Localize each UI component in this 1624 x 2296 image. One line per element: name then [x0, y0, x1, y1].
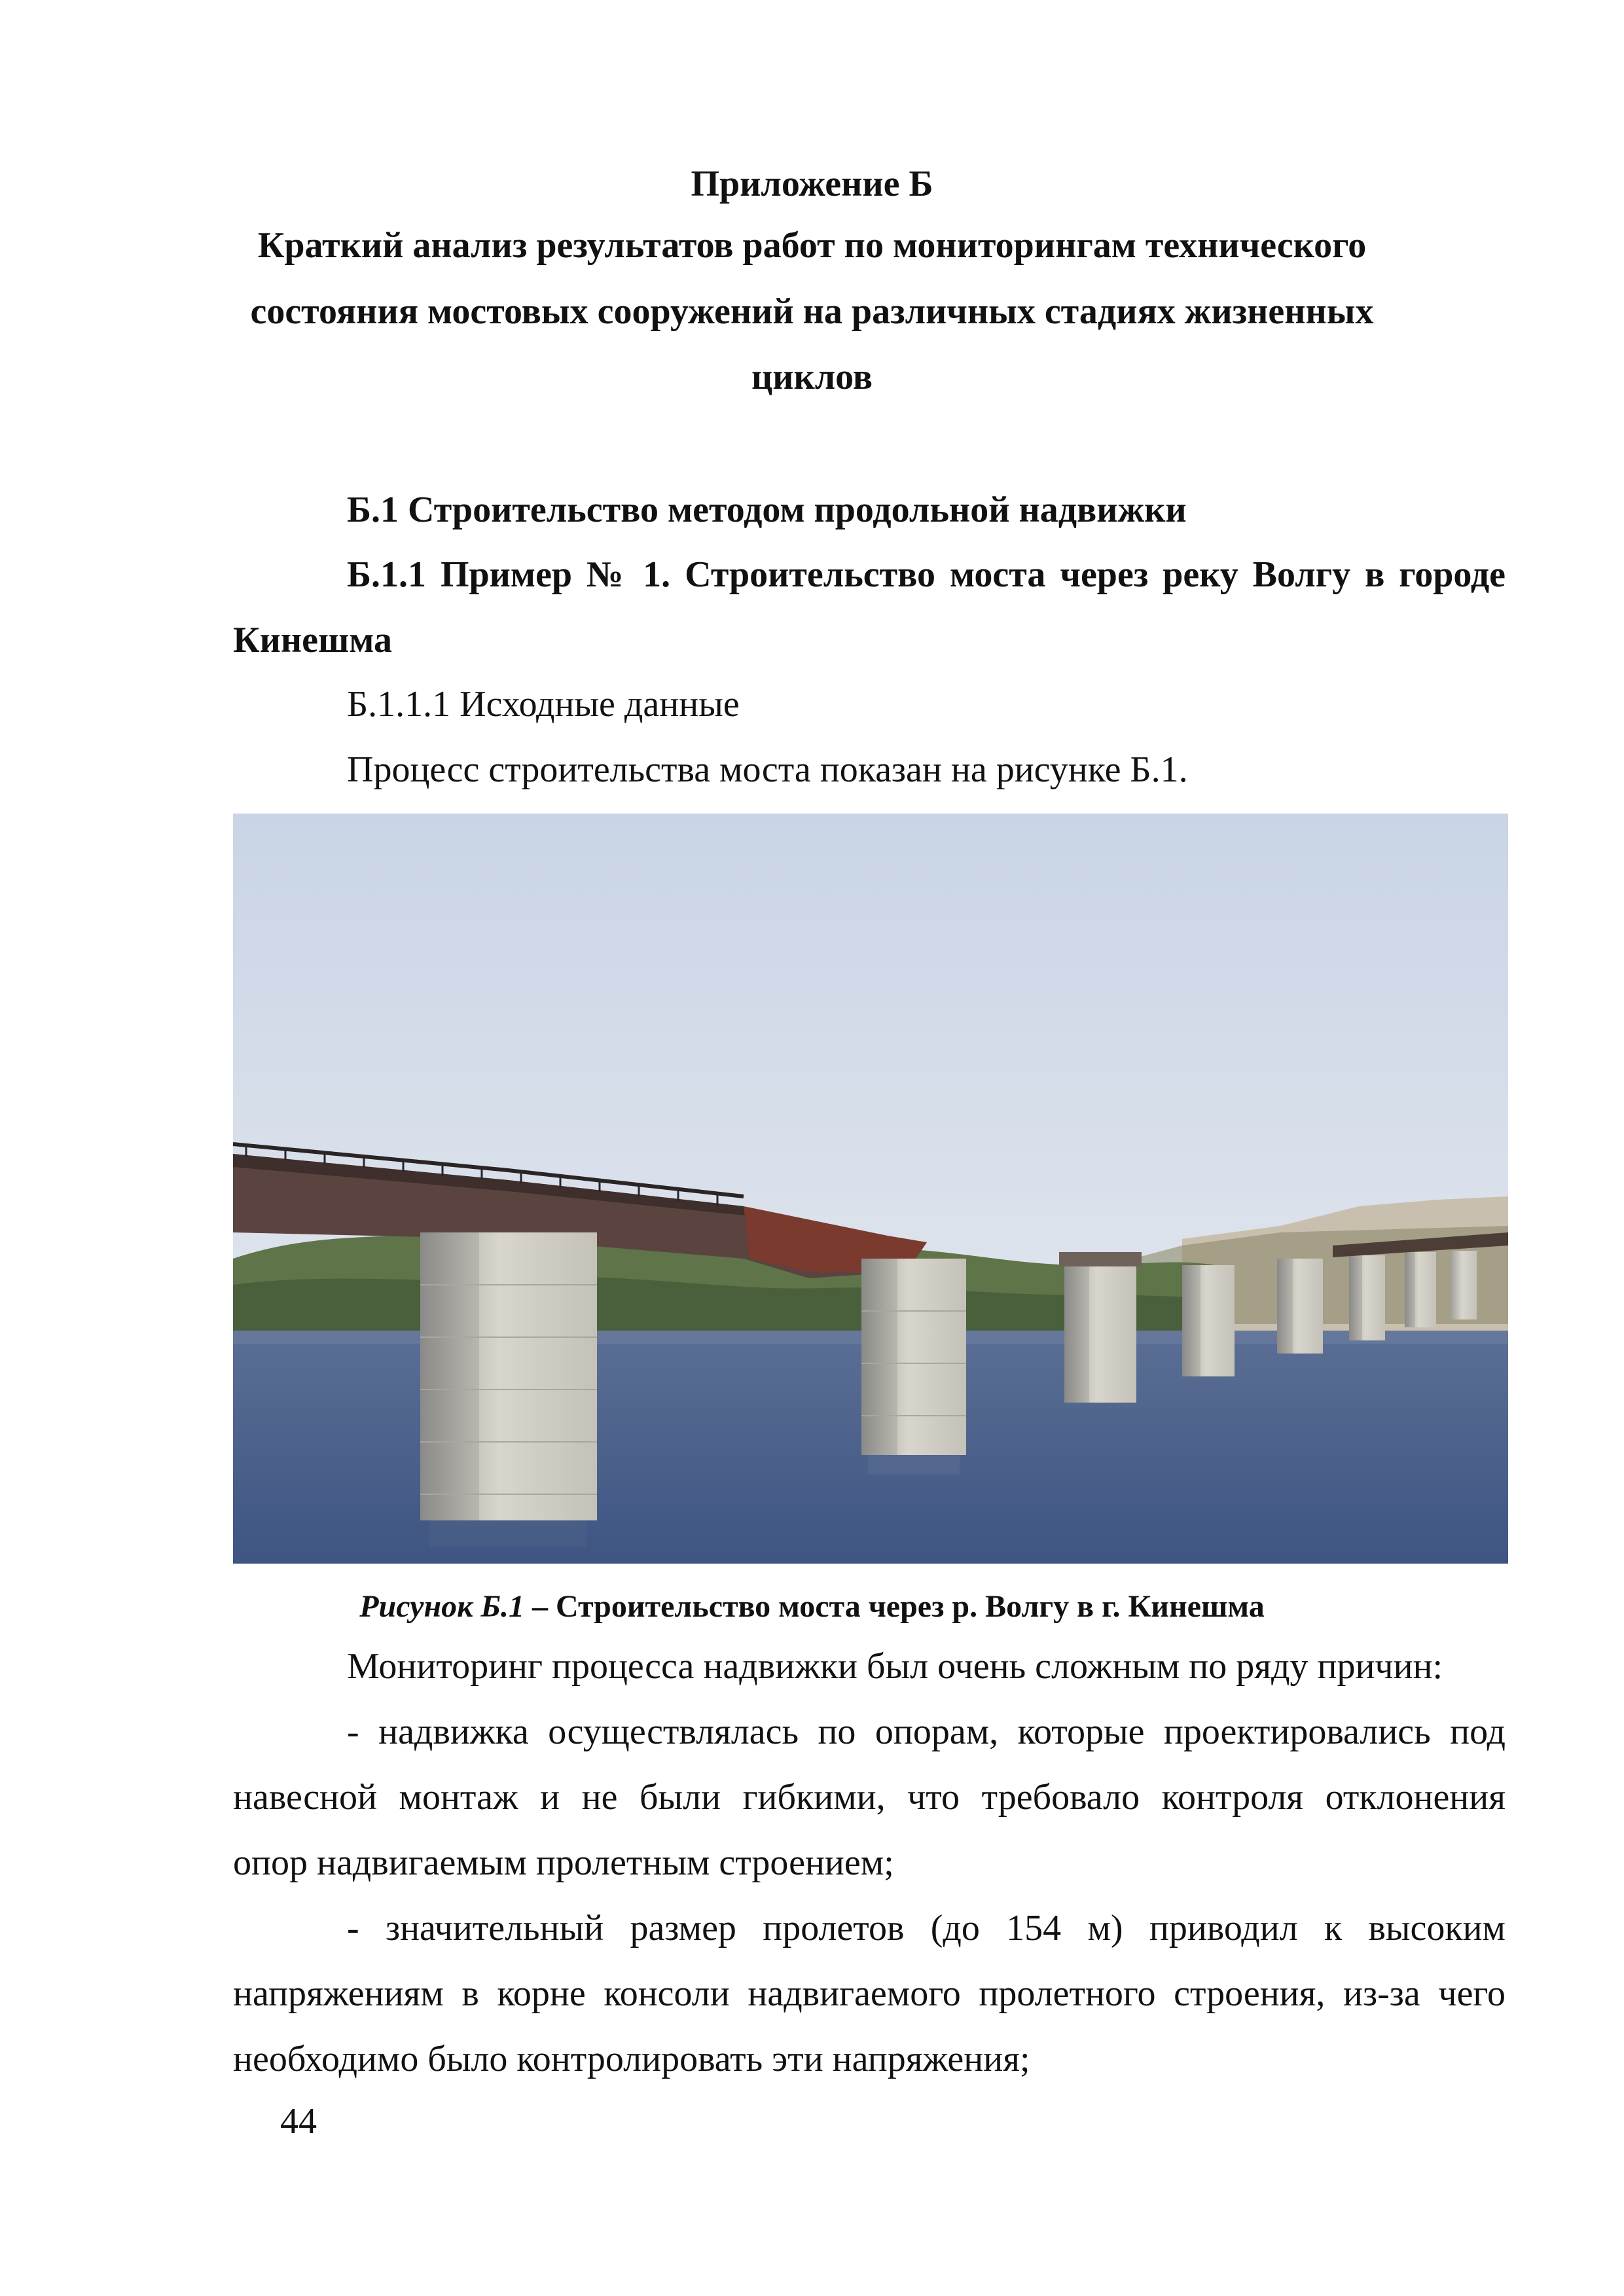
- figure-caption-text: – Строительство моста через р. Волгу в г. Кинешма: [524, 1589, 1265, 1624]
- bullet-2-line-1: - значительный размер пролетов (до 154 м) приводил к высоким: [347, 1908, 1506, 1948]
- section-heading-b11-line-2: Кинешма: [233, 620, 393, 660]
- bullet-2-line-3: необходимо было контролировать эти напряжения;: [233, 2039, 1030, 2079]
- intro-paragraph: Процесс строительства моста показан на рисунке Б.1.: [347, 749, 1188, 790]
- page-number: 44: [280, 2101, 317, 2142]
- bullet-1-line-2: навесной монтаж и не были гибкими, что требовало контроля отклонения: [233, 1777, 1506, 1818]
- bullet-1-line-1: - надвижка осуществлялась по опорам, которые проектировались под: [347, 1712, 1506, 1752]
- section-heading-b1: Б.1 Строительство методом продольной надвижки: [347, 490, 1187, 530]
- figure-caption-label: Рисунок Б.1: [359, 1589, 524, 1624]
- section-heading-b111: Б.1.1.1 Исходные данные: [347, 684, 740, 725]
- bridge-construction-photo: [233, 814, 1508, 1564]
- appendix-subtitle-line-1: Краткий анализ результатов работ по мониторингам технического: [257, 225, 1367, 266]
- appendix-subtitle-line-3: циклов: [751, 357, 873, 397]
- section-heading-b11-line-1: Б.1.1 Пример № 1. Строительство моста через реку Волгу в городе: [347, 554, 1506, 595]
- appendix-subtitle-line-2: состояния мостовых сооружений на различных стадиях жизненных: [250, 291, 1374, 332]
- monitoring-paragraph: Мониторинг процесса надвижки был очень сложным по ряду причин:: [347, 1646, 1443, 1687]
- figure-caption: [0, 1587, 1624, 1626]
- appendix-title: Приложение Б: [691, 164, 933, 204]
- bullet-1-line-3: опор надвигаемым пролетным строением;: [233, 1842, 894, 1883]
- bullet-2-line-2: напряжениям в корне консоли надвигаемого пролетного строения, из-за чего: [233, 1973, 1506, 2014]
